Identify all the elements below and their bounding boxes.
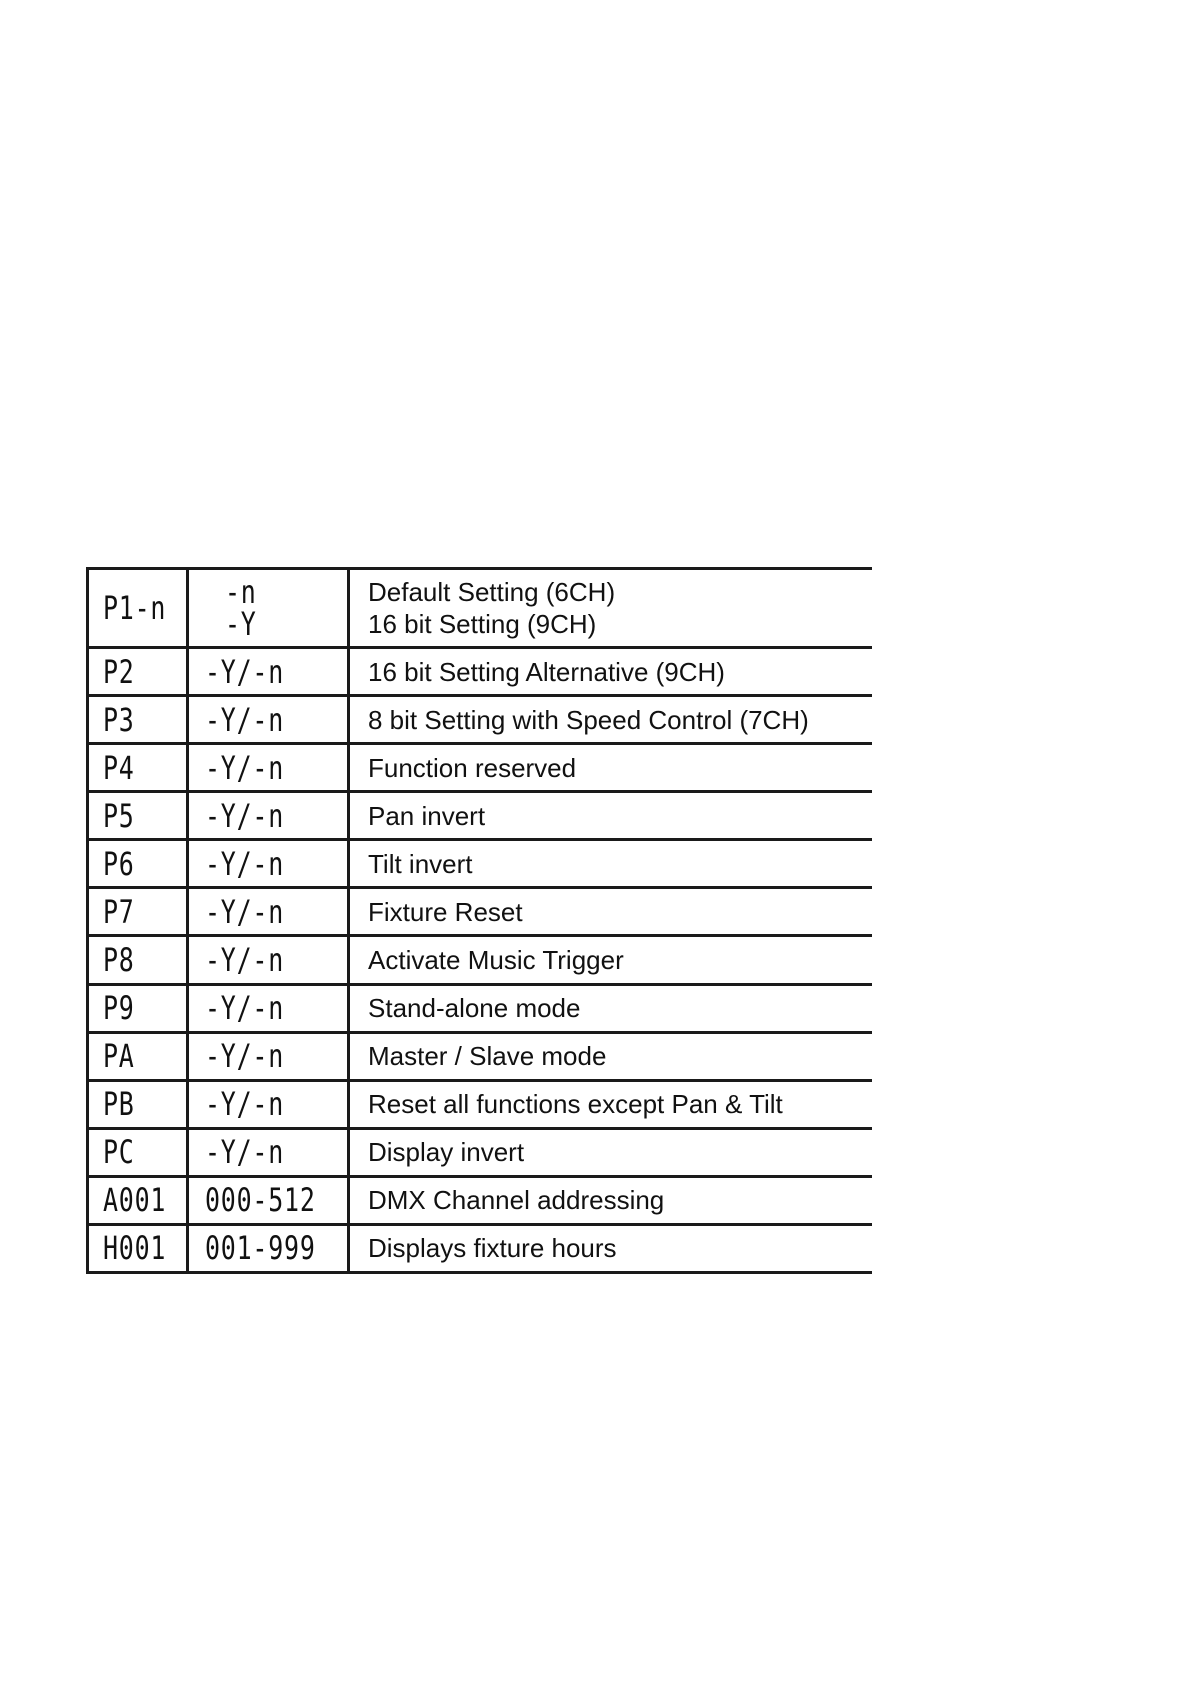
menu-description: 16 bit Setting (9CH) (368, 609, 597, 640)
menu-value: -Y/-n (205, 989, 285, 1028)
menu-description: Pan invert (349, 792, 873, 840)
menu-code: P4 (103, 748, 135, 787)
menu-code-cell (88, 888, 188, 936)
menu-description: Function reserved (349, 744, 873, 792)
table-row (88, 888, 873, 936)
menu-code: P9 (103, 989, 135, 1028)
menu-code: H001 (103, 1229, 167, 1268)
menu-value: -Y/-n (205, 748, 285, 787)
menu-code-cell (88, 1080, 188, 1128)
menu-value-cell (188, 744, 349, 792)
menu-value: -Y/-n (205, 1037, 285, 1076)
menu-code-cell (88, 744, 188, 792)
menu-code: P1-n (103, 589, 167, 628)
menu-description: Fixture Reset (349, 888, 873, 936)
menu-description: Reset all functions except Pan & Tilt (349, 1080, 873, 1128)
menu-description: Activate Music Trigger (349, 936, 873, 984)
menu-description: 16 bit Setting Alternative (9CH) (349, 648, 873, 696)
menu-code-cell (88, 1128, 188, 1176)
table-row (88, 792, 873, 840)
table-row (88, 840, 873, 888)
menu-code-cell (88, 696, 188, 744)
menu-code-cell (88, 936, 188, 984)
menu-value-cell (188, 648, 349, 696)
menu-code: PB (103, 1085, 135, 1124)
menu-value-cell (188, 984, 349, 1032)
menu-code: P2 (103, 652, 135, 691)
menu-value: -Y/-n (205, 941, 285, 980)
menu-description: Stand-alone mode (349, 984, 873, 1032)
table-row (88, 984, 873, 1032)
menu-description: DMX Channel addressing (349, 1176, 873, 1224)
settings-table (86, 567, 872, 1274)
menu-description: Tilt invert (349, 840, 873, 888)
table-row (88, 1176, 873, 1224)
table-row (88, 1224, 873, 1272)
menu-value-cell (188, 792, 349, 840)
table-row (88, 936, 873, 984)
menu-value-cell (188, 1128, 349, 1176)
menu-value-cell (188, 696, 349, 744)
menu-value-cell (188, 1032, 349, 1080)
menu-code-cell (88, 648, 188, 696)
menu-value-cell (188, 1176, 349, 1224)
menu-code-cell (88, 840, 188, 888)
menu-value-cell (188, 569, 349, 648)
menu-code: P3 (103, 700, 135, 739)
table-row (88, 1032, 873, 1080)
menu-code-cell (88, 569, 188, 648)
menu-value: 000-512 (205, 1181, 316, 1220)
menu-code-cell (88, 1176, 188, 1224)
menu-value: -Y/-n (205, 700, 285, 739)
menu-value: 001-999 (205, 1229, 316, 1268)
menu-code: P6 (103, 844, 135, 883)
menu-code: PA (103, 1037, 135, 1076)
table-row (88, 696, 873, 744)
menu-description: 8 bit Setting with Speed Control (7CH) (349, 696, 873, 744)
menu-code: PC (103, 1133, 135, 1172)
menu-value-cell (188, 1224, 349, 1272)
menu-value: -Y/-n (205, 1085, 285, 1124)
menu-value: -Y/-n (205, 1133, 285, 1172)
menu-code-cell (88, 1224, 188, 1272)
menu-code-cell (88, 792, 188, 840)
menu-value-cell (188, 888, 349, 936)
menu-description: Default Setting (6CH) (368, 577, 616, 608)
menu-value-cell (188, 936, 349, 984)
menu-value: -Y/-n (205, 844, 285, 883)
menu-description: Displays fixture hours (349, 1224, 873, 1272)
menu-description-cell (349, 569, 873, 648)
menu-code: P5 (103, 796, 135, 835)
menu-value: -Y/-n (205, 652, 285, 691)
menu-value: -Y/-n (205, 796, 285, 835)
table-row (88, 744, 873, 792)
menu-code: P8 (103, 941, 135, 980)
menu-code: A001 (103, 1181, 167, 1220)
menu-value-cell (188, 840, 349, 888)
menu-code-cell (88, 1032, 188, 1080)
menu-code-cell (88, 984, 188, 1032)
menu-description: Display invert (349, 1128, 873, 1176)
menu-value-cell (188, 1080, 349, 1128)
menu-value: -n (225, 573, 257, 612)
table-row (88, 1080, 873, 1128)
menu-value: -Y (225, 605, 257, 644)
menu-code: P7 (103, 892, 135, 931)
menu-description: Master / Slave mode (349, 1032, 873, 1080)
table-row (88, 1128, 873, 1176)
menu-value: -Y/-n (205, 892, 285, 931)
table-row (88, 569, 873, 648)
table-row (88, 648, 873, 696)
